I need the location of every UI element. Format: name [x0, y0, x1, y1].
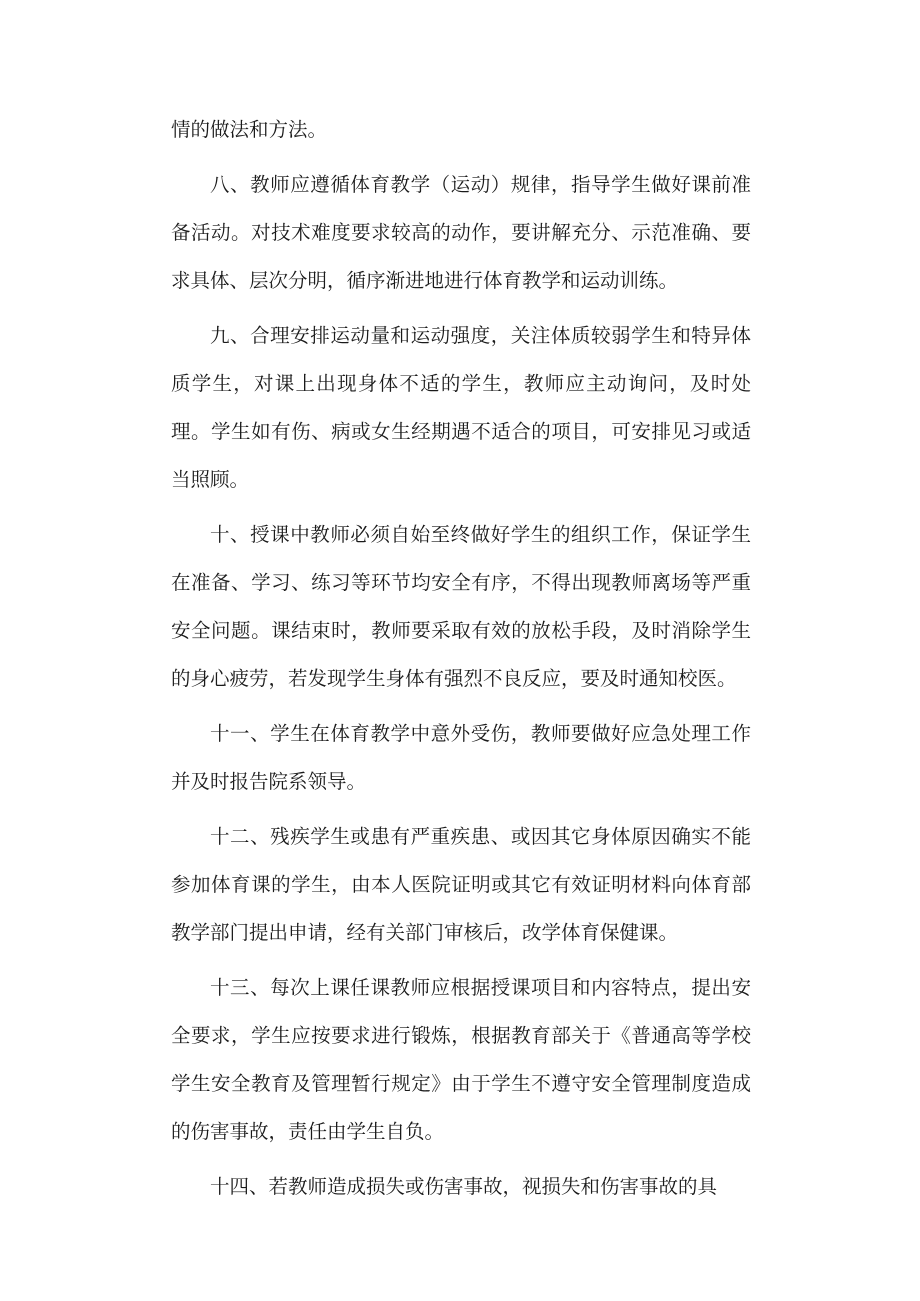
- paragraph-item-11: 十一、学生在体育教学中意外受伤，教师要做好应急处理工作并及时报告院系领导。: [171, 722, 751, 793]
- paragraph-item-10: 十、授课中教师必须自始至终做好学生的组织工作，保证学生在准备、学习、练习等环节均安全有序，不得出现教师离场等严重安全问题。课结束时，教师要采取有效的放松手段，及时消除学生的身心疲劳，若发现学生身体有强烈不良反应，要及时通知校医。: [171, 523, 751, 690]
- paragraph-item-14: 十四、若教师造成损失或伤害事故，视损失和伤害事故的具: [210, 1175, 718, 1198]
- paragraph-item-9: 九、合理安排运动量和运动强度，关注体质较弱学生和特异体质学生，对课上出现身体不适的学生，教师应主动询问，及时处理。学生如有伤、病或女生经期遇不适合的项目，可安排见习或适当照顾。: [171, 324, 751, 491]
- document-page: [171, 106, 751, 1218]
- paragraph-item-8: 八、教师应遵循体育教学（运动）规律，指导学生做好课前准备活动。对技术难度要求较高的动作，要讲解充分、示范准确、要求具体、层次分明，循序渐进地进行体育教学和运动训练。: [171, 173, 751, 292]
- paragraph-item-12: 十二、残疾学生或患有严重疾患、或因其它身体原因确实不能参加体育课的学生，由本人医院证明或其它有效证明材料向体育部教学部门提出申请，经有关部门审核后，改学体育保健课。: [171, 825, 751, 944]
- paragraph-item-13: 十三、每次上课任课教师应根据授课项目和内容特点，提出安全要求，学生应按要求进行锻炼，根据教育部关于《普通高等学校学生安全教育及管理暂行规定》由于学生不遵守安全管理制度造成的伤害事故，责任由学生自负。: [171, 976, 751, 1143]
- paragraph-continuation: 情的做法和方法。: [171, 118, 328, 141]
